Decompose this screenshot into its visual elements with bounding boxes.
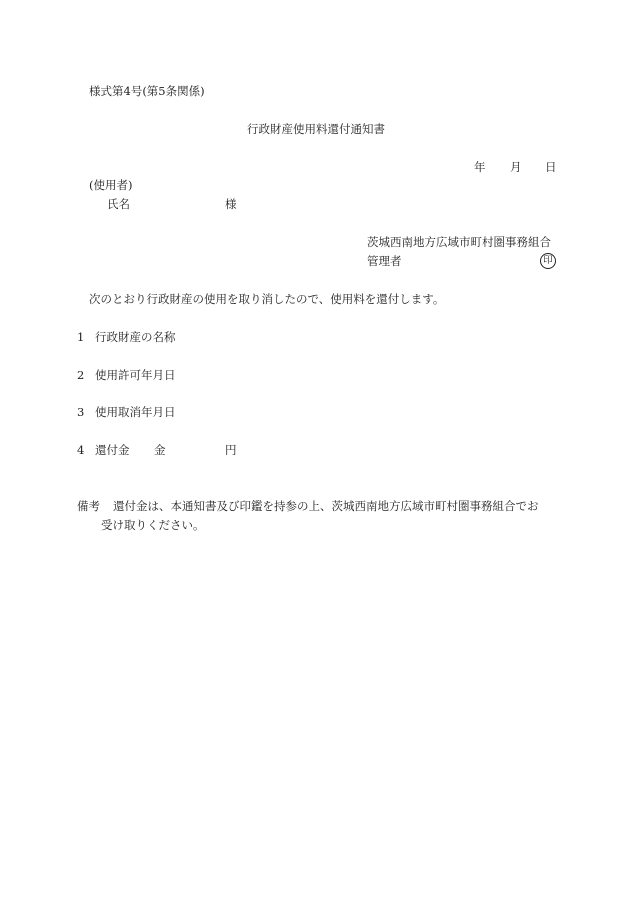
remarks-line-2: 受け取りください。 xyxy=(101,518,205,532)
date-year-label: 年 xyxy=(474,160,486,174)
refund-amount-unit: 円 xyxy=(225,443,237,457)
recipient-honorific: 様 xyxy=(225,197,237,211)
item-label-1: 行政財産の名称 xyxy=(95,330,176,344)
issuer-role: 管理者 xyxy=(367,254,402,268)
intro-text: 次のとおり行政財産の使用を取り消したので、使用料を還付します。 xyxy=(89,292,445,306)
recipient-heading: (使用者) xyxy=(89,178,133,192)
form-number: 様式第4号(第5条関係) xyxy=(89,84,205,98)
recipient-name-label: 氏名 xyxy=(107,197,130,211)
item-number-4: 4 xyxy=(77,443,85,457)
item-number-1: 1 xyxy=(77,330,85,344)
item-number-3: 3 xyxy=(77,405,85,419)
item-label-4: 還付金 xyxy=(95,443,130,457)
date-month-label: 月 xyxy=(510,160,522,174)
remarks-line-1: 還付金は、本通知書及び印鑑を持参の上、茨城西南地方広域市町村圏事務組合でお xyxy=(113,499,539,513)
item-label-2: 使用許可年月日 xyxy=(95,368,176,382)
issuer-organization: 茨城西南地方広域市町村圏事務組合 xyxy=(367,235,551,249)
document-title: 行政財産使用料還付通知書 xyxy=(247,122,385,136)
remarks-label: 備考 xyxy=(77,499,100,513)
refund-amount-prefix: 金 xyxy=(154,443,166,457)
item-label-3: 使用取消年月日 xyxy=(95,405,176,419)
seal-mark: 印 xyxy=(540,253,556,269)
item-number-2: 2 xyxy=(77,368,85,382)
date-day-label: 日 xyxy=(545,160,557,174)
